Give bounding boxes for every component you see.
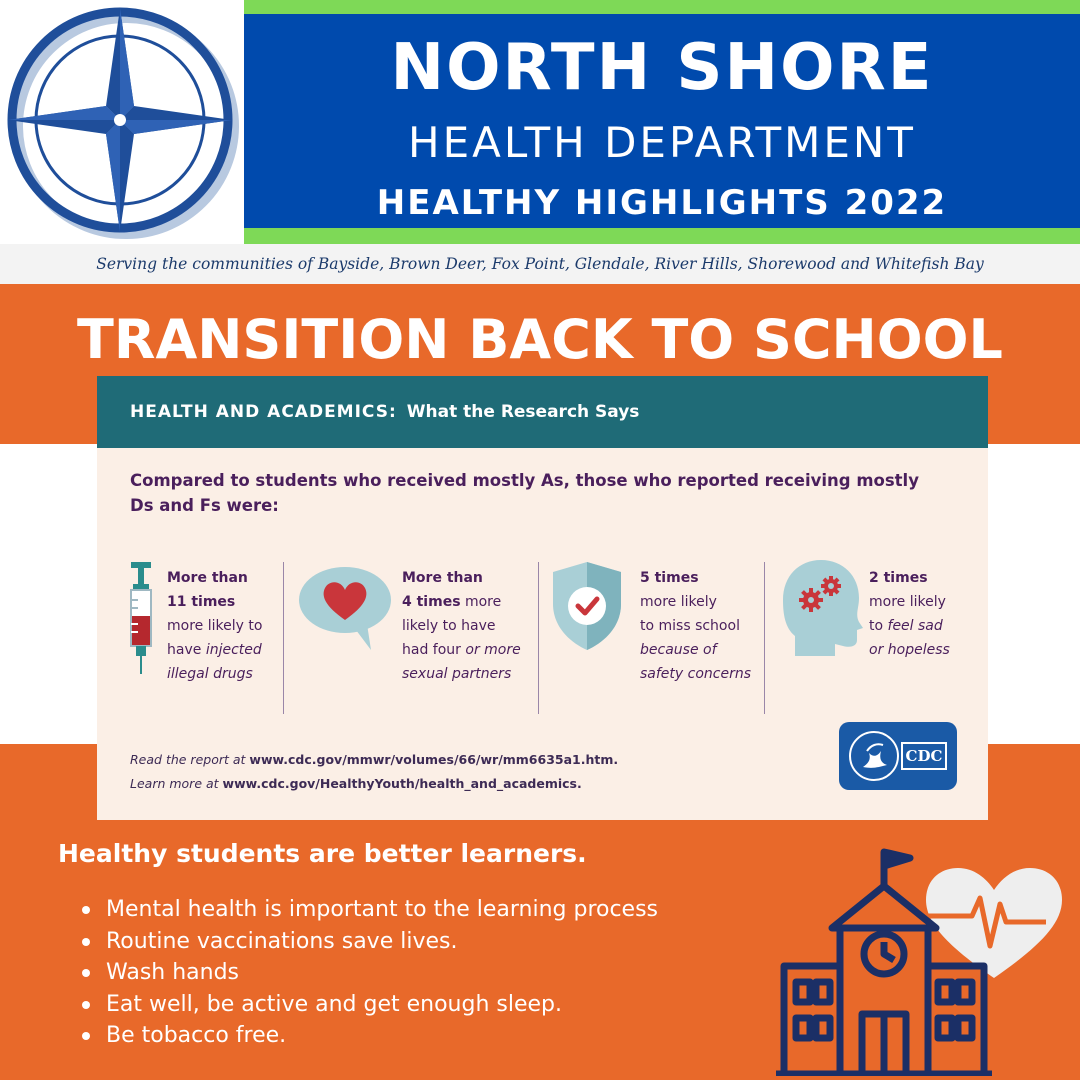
card-links: Read the report at www.cdc.gov/mmwr/volumes/66/wr/mm6635a1.htm. Learn more at www.cdc.gov/HealthyYouth/health_and_academics.	[130, 752, 619, 791]
stat-sexual-partners: More than 4 times more likely to have had four or more sexual partners	[402, 570, 521, 682]
heart-speech-bubble-icon	[295, 564, 395, 650]
cdc-infographic-card	[97, 376, 988, 820]
cdc-logo	[839, 722, 957, 790]
card-intro: Compared to students who received mostly As, those who reported receiving mostly Ds and Fs were:	[130, 471, 919, 515]
shield-check-icon	[551, 560, 623, 652]
heartbeat-heart-icon	[926, 868, 1062, 978]
stat-feel-sad: 2 times more likely to feel sad or hopeless	[869, 570, 950, 658]
list-item: Mental health is important to the learning process	[80, 894, 658, 926]
head-gears-icon	[781, 556, 865, 656]
tagline: Healthy students are better learners.	[58, 839, 587, 868]
syringe-icon	[123, 562, 159, 674]
report-link[interactable]: www.cdc.gov/mmwr/volumes/66/wr/mm6635a1.htm.	[249, 752, 619, 767]
hhs-eagle-icon	[847, 729, 901, 783]
list-item: Routine vaccinations save lives.	[80, 926, 658, 958]
serving-communities-line: Serving the communities of Bayside, Brown Deer, Fox Point, Glendale, River Hills, Shorewood and Whitefish Bay	[0, 244, 1080, 284]
stat-illegal-drugs: More than 11 times more likely to have injected illegal drugs	[167, 570, 263, 682]
list-item: Be tobacco free.	[80, 1020, 658, 1052]
card-heading	[97, 376, 988, 448]
card-heading-bold: HEALTH AND ACADEMICS:	[130, 402, 397, 422]
main-title: TRANSITION BACK TO SCHOOL	[77, 308, 1003, 371]
newsletter-title: HEALTHY HIGHLIGHTS 2022	[376, 183, 948, 223]
org-title: NORTH SHORE	[390, 31, 934, 105]
tips-list	[80, 894, 658, 1052]
header-banner	[244, 14, 1080, 228]
stat-divider	[538, 562, 539, 714]
cdc-label: CDC	[901, 742, 947, 770]
logo-area	[0, 0, 244, 244]
compass-star-icon	[0, 0, 244, 244]
learn-more-link[interactable]: www.cdc.gov/HealthyYouth/health_and_academics.	[222, 776, 582, 791]
org-subtitle: HEALTH DEPARTMENT	[408, 118, 916, 167]
school-building-icon	[776, 846, 1066, 1076]
list-item: Eat well, be active and get enough sleep.	[80, 989, 658, 1021]
header-top-stripe	[244, 0, 1080, 14]
stat-miss-school: 5 times more likely to miss school because of safety concerns	[640, 570, 752, 682]
stat-divider	[283, 562, 284, 714]
stat-divider	[764, 562, 765, 714]
card-heading-rest: What the Research Says	[406, 402, 640, 422]
list-item: Wash hands	[80, 957, 658, 989]
header-bottom-stripe	[244, 228, 1080, 244]
